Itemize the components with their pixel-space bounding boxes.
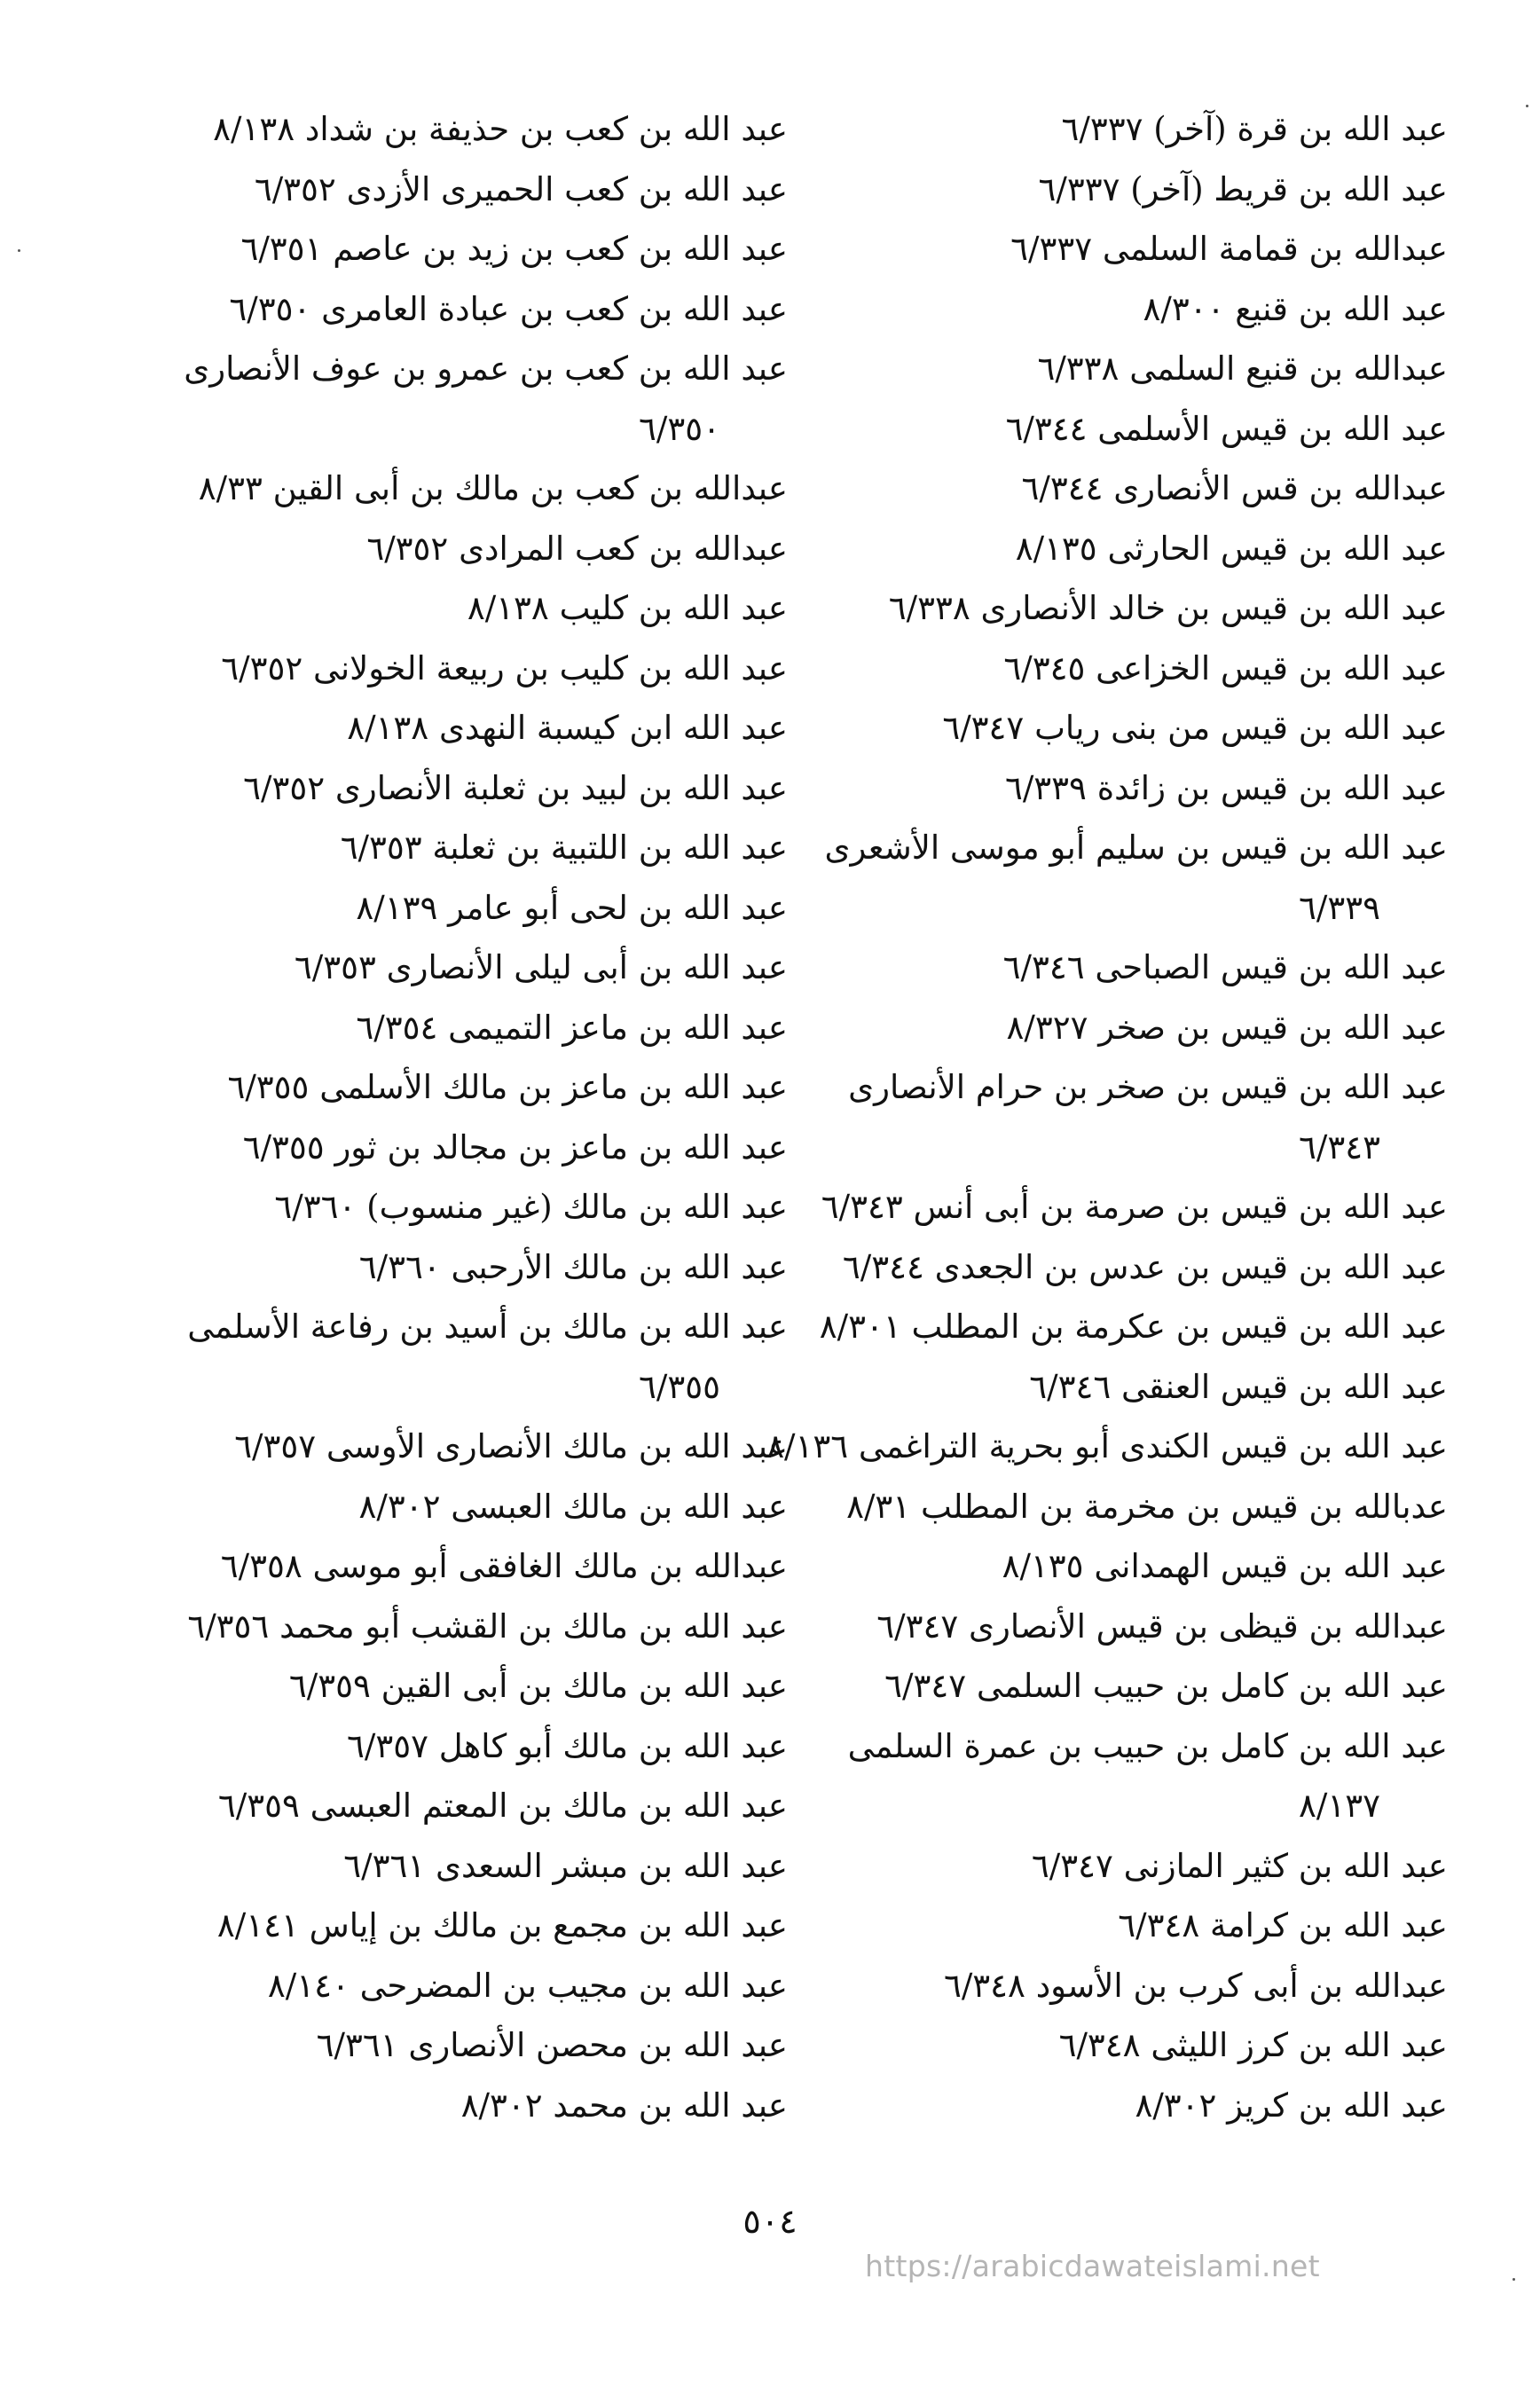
entry-name: عبد الله بن مجيب بن المضرحى (359, 1966, 788, 2005)
entry-reference: ٦/٣٣٨ (888, 589, 970, 627)
entry-name: عبد الله بن قيس الحارثى (1107, 529, 1448, 568)
entry-reference: ٨/١٣٦ (766, 1427, 849, 1465)
index-entry (791, 219, 1448, 279)
entry-reference: ٦/٣٣٨ (1037, 350, 1120, 388)
entry-name: عبدالله بن قنيع السلمى (1129, 350, 1448, 388)
entry-reference: ٨/١٤٠ (267, 1966, 350, 2005)
index-entry (791, 1357, 1448, 1418)
index-entry (791, 698, 1448, 758)
index-entry (791, 279, 1448, 340)
index-entry (791, 2076, 1448, 2136)
entry-name: عبد الله بن كريز (1227, 2086, 1448, 2125)
entry-reference: ٨/١٣٨ (213, 110, 295, 148)
index-entry (110, 459, 788, 519)
entry-reference: ٦/٣٤٤ (1021, 469, 1104, 507)
index-entry (110, 1057, 788, 1118)
index-column-right (766, 99, 1448, 2135)
entry-name: عبد الله بن لحى أبو عامر (448, 888, 788, 927)
entry-name: عبد الله بن كعب بن زيد بن عاصم (333, 230, 788, 268)
entry-name: عبد الله بن قيس بن صخر بن حرام الأنصارى (848, 1068, 1448, 1106)
index-entry (791, 1896, 1448, 1956)
entry-name: عبد الله بن قيس بن سليم أبو موسى الأشعرى (824, 829, 1448, 867)
index-entry (791, 818, 1448, 938)
entry-name: عبد الله بن قريط (آخر) (1130, 169, 1448, 208)
index-entry (110, 279, 788, 340)
entry-reference: ٦/٣٥٧ (234, 1427, 317, 1465)
entry-name: عبدالله بن قيظى بن قيس الأنصارى (969, 1607, 1448, 1646)
entry-name: عبد الله ابن كيسبة النهدى (438, 709, 788, 747)
index-entry (791, 998, 1448, 1058)
index-entry (791, 1956, 1448, 2016)
index-entry (110, 99, 788, 160)
index-entry (791, 1717, 1448, 1836)
entry-name: عبد الله بن قيس بن زائدة (1096, 768, 1448, 807)
entry-reference: ٦/٣٤٧ (1031, 1846, 1113, 1885)
index-entry (110, 1656, 788, 1717)
entry-name: عبد الله بن كامل بن حبيب السلمى (976, 1667, 1448, 1705)
index-entry (110, 1177, 788, 1237)
entry-name: عبد الله بن قيس الخزاعى (1096, 648, 1448, 687)
index-entry (110, 878, 788, 939)
watermark-url: https://arabicdawateislami.net (865, 2249, 1320, 2283)
entry-name: عبدالله بن كعب بن مالك بن أبى القين (272, 469, 788, 507)
entry-name: عبد الله بن كليب (559, 589, 788, 627)
entry-name: عبدالله بن قمامة السلمى (1102, 230, 1448, 268)
index-entry (110, 1536, 788, 1597)
index-entry (791, 339, 1448, 399)
entry-reference: ٨/١٣٨ (467, 589, 549, 627)
entry-reference: ٦/٣٣٧ (1061, 110, 1143, 148)
entry-name: عبد الله بن مالك (غير منسوب) (366, 1188, 788, 1226)
entry-reference: ٦/٣٣٧ (1010, 230, 1093, 268)
index-entry (791, 99, 1448, 160)
entry-name: عبد الله بن مجمع بن مالك بن إياس (309, 1906, 788, 1944)
index-entry (110, 2015, 788, 2076)
entry-reference: ٦/٣٥٥ (227, 1068, 310, 1106)
index-entry (110, 1836, 788, 1897)
index-entry (791, 1656, 1448, 1717)
entry-reference: ٦/٣٥٥ (242, 1127, 325, 1167)
index-entry (791, 2015, 1448, 2076)
index-entry (110, 1896, 788, 1956)
entry-reference: ٦/٣٣٩ (1299, 888, 1380, 927)
index-entry (791, 459, 1448, 519)
entry-reference: ٦/٣٥٩ (217, 1787, 300, 1825)
entry-name: عبد الله بن كعب بن عمرو بن عوف الأنصارى (184, 350, 788, 388)
entry-name: عبد الله بن قيس بن عكرمة بن المطلب (911, 1308, 1448, 1346)
entry-name: عبد الله بن قيس بن صخر (1098, 1008, 1448, 1047)
index-entry (791, 399, 1448, 460)
entry-name: عبد الله بن قيس الكندى أبو بحرية التراغمى (858, 1427, 1448, 1465)
entry-reference: ٦/٣٤٨ (943, 1966, 1025, 2005)
entry-name: عبد الله بن اللتبية بن ثعلبة (432, 829, 788, 867)
entry-reference: ٦/٣٣٩ (1004, 768, 1087, 807)
entry-reference: ٦/٣٥٢ (243, 768, 326, 807)
entry-reference: ٦/٣٤٣ (821, 1188, 903, 1226)
entry-reference: ٨/٣٠١ (819, 1308, 901, 1346)
entry-name: عبدالله بن قس الأنصارى (1113, 469, 1448, 507)
index-column-left (110, 99, 788, 2135)
index-entry (791, 519, 1448, 579)
entry-name: عبدالله بن كعب المرادى (459, 529, 788, 568)
entry-name: عبد الله بن قيس الأسلمى (1097, 409, 1448, 448)
entry-reference: ٦/٣٥٠ (639, 409, 720, 448)
entry-reference: ٦/٣٦١ (316, 2026, 398, 2064)
index-entry (766, 1417, 1448, 1477)
entry-reference: ٦/٣٤٨ (1118, 1906, 1200, 1944)
scan-speck (18, 249, 20, 252)
entry-reference: ٦/٣٦١ (343, 1846, 426, 1885)
entry-name: عبد الله بن قنيع (1235, 289, 1448, 328)
entry-name: عبد الله بن كامل بن حبيب بن عمرة السلمى (847, 1726, 1448, 1765)
index-entry (110, 1118, 788, 1178)
index-entry (110, 1956, 788, 2016)
entry-reference: ٦/٣٥٦ (187, 1607, 270, 1646)
entry-reference: ٦/٣٥٣ (294, 948, 376, 986)
entry-name: عبد الله بن قيس العنقى (1121, 1367, 1448, 1406)
index-entry (110, 2076, 788, 2136)
entry-reference: ٦/٣٤٨ (1058, 2026, 1141, 2064)
entry-reference: ٦/٣٥٥ (639, 1367, 720, 1406)
entry-reference: ٦/٣٥٣ (340, 829, 422, 867)
entry-name: عبد الله بن كعب بن عبادة العامرى (321, 289, 788, 328)
entry-name: عبد الله بن قيس الصباحى (1095, 948, 1448, 986)
index-entry (110, 219, 788, 279)
entry-reference: ٨/١٣٥ (1015, 529, 1097, 568)
index-entry (110, 1417, 788, 1477)
entry-name: عبد الله بن لبيد بن ثعلبة الأنصارى (334, 768, 788, 807)
index-entry (110, 998, 788, 1058)
index-entry (791, 1177, 1448, 1237)
entry-name: عبد الله بن مالك بن القشب أبو محمد (279, 1607, 788, 1646)
entry-name: عبد الله بن كرامة (1209, 1906, 1448, 1944)
index-entry (110, 1237, 788, 1298)
entry-reference: ٦/٣٥٤ (356, 1008, 438, 1047)
index-entry (110, 578, 788, 639)
entry-reference: ٨/١٣٨ (347, 709, 429, 747)
index-entry (791, 1536, 1448, 1597)
index-entry (791, 758, 1448, 819)
entry-reference: ٨/٣٣ (198, 469, 263, 507)
scan-speck (1512, 2278, 1515, 2281)
entry-name: عبد الله بن محمد (553, 2086, 788, 2125)
entry-name: عبد الله بن كثير المازنى (1123, 1846, 1448, 1885)
index-entry (791, 639, 1448, 699)
entry-name: عبدالله بن أبى كرب بن الأسود (1035, 1966, 1448, 2005)
entry-name: عبد الله بن مالك بن أسيد بن رفاعة الأسلمى (187, 1308, 788, 1346)
entry-reference: ٦/٣٦٠ (358, 1247, 441, 1286)
index-entry (110, 818, 788, 878)
entry-name: عبد الله بن محصن الأنصارى (408, 2026, 788, 2064)
entry-reference: ٦/٣٤٦ (1029, 1367, 1112, 1406)
entry-name: عدبالله بن قيس بن مخرمة بن المطلب (920, 1487, 1448, 1526)
entry-name: عبد الله بن مبشر السعدى (435, 1846, 788, 1885)
entry-name: عبد الله بن كعب الحميرى الأزدى (346, 169, 788, 208)
entry-reference: ٦/٣٥٢ (254, 169, 336, 208)
entry-name: عبد الله بن مالك الأنصارى الأوسى (326, 1427, 788, 1465)
index-entry (110, 339, 788, 459)
entry-reference: ٨/٣٠٢ (460, 2086, 543, 2125)
entry-name: عبد الله بن كرز الليثى (1151, 2026, 1448, 2064)
entry-reference: ٦/٣٤٧ (876, 1607, 959, 1646)
index-entry (791, 1297, 1448, 1357)
entry-reference: ٦/٣٥٢ (221, 648, 303, 687)
index-entry (791, 1836, 1448, 1897)
entry-reference: ٦/٣٤٥ (1003, 648, 1086, 687)
entry-reference: ٦/٣٤٧ (942, 709, 1025, 747)
index-entry (110, 698, 788, 758)
entry-reference: ٦/٣٥٢ (366, 529, 449, 568)
entry-name: عبد الله بن قيس بن عدس بن الجعدى (934, 1247, 1448, 1286)
index-entry (110, 1776, 788, 1836)
entry-name: عبد الله بن قرة (آخر) (1153, 110, 1448, 148)
entry-name: عبد الله بن مالك العبسى (451, 1487, 788, 1526)
entry-name: عبد الله بن قيس من بنى رياب (1034, 709, 1448, 747)
index-entry (110, 1597, 788, 1657)
entry-reference: ٦/٣٦٠ (274, 1188, 357, 1226)
entry-reference: ٨/٣٠٠ (1143, 289, 1225, 328)
entry-name: عبد الله بن ماعز التميمى (448, 1008, 788, 1047)
index-entry (791, 1057, 1448, 1177)
index-entry (110, 639, 788, 699)
entry-reference: ٦/٣٤٤ (842, 1247, 924, 1286)
entry-reference: ٨/٣٠٢ (358, 1487, 441, 1526)
index-entry (110, 1297, 788, 1417)
index-entry (791, 1597, 1448, 1657)
entry-reference: ٦/٣٤٣ (1299, 1127, 1380, 1167)
entry-reference: ٨/١٣٥ (1002, 1547, 1084, 1585)
entry-reference: ٦/٣٥٧ (347, 1726, 428, 1765)
entry-reference: ٨/١٣٩ (356, 888, 438, 927)
entry-name: عبد الله بن مالك أبو كاهل (438, 1726, 788, 1765)
index-entry (110, 938, 788, 998)
entry-reference: ٦/٣٥٩ (288, 1667, 371, 1705)
index-entry (110, 519, 788, 579)
index-entry (791, 160, 1448, 220)
entry-name: عبد الله بن ماعز بن مجالد بن ثور (334, 1127, 788, 1167)
entry-name: عبد الله بن كليب بن ربيعة الخولانى (313, 648, 788, 687)
entry-reference: ٦/٣٤٤ (1005, 409, 1088, 448)
scan-speck (1526, 105, 1528, 107)
index-entry (791, 1477, 1448, 1537)
entry-name: عبدالله بن مالك الغافقى أبو موسى (312, 1547, 788, 1585)
entry-reference: ٨/١٤١ (216, 1906, 299, 1944)
entry-reference: ٨/٣٢٧ (1006, 1008, 1088, 1047)
index-entry (110, 758, 788, 819)
entry-name: عبد الله بن قيس بن صرمة بن أبى أنس (913, 1188, 1448, 1226)
index-entry (110, 1477, 788, 1537)
index-entry (110, 160, 788, 220)
entry-reference: ٦/٣٣٧ (1038, 169, 1120, 208)
entry-name: عبد الله بن قيس بن خالد الأنصارى (980, 589, 1448, 627)
entry-reference: ٦/٣٤٧ (884, 1667, 967, 1705)
entry-name: عبد الله بن ماعز بن مالك الأسلمى (319, 1068, 788, 1106)
entry-name: عبد الله بن مالك بن المعتم العبسى (310, 1787, 788, 1825)
page-number: ٥٠٤ (742, 2202, 798, 2241)
entry-reference: ٨/١٣٧ (1299, 1787, 1380, 1825)
entry-reference: ٨/٣٠٢ (1135, 2086, 1217, 2125)
entry-reference: ٦/٣٥٠ (229, 289, 311, 328)
entry-name: عبد الله بن أبى ليلى الأنصارى (386, 948, 788, 986)
entry-name: عبد الله بن كعب بن حذيفة بن شداد (304, 110, 788, 148)
entry-reference: ٨/٣١ (846, 1487, 911, 1526)
index-entry (791, 578, 1448, 639)
entry-reference: ٦/٣٥١ (240, 230, 323, 268)
entry-name: عبد الله بن مالك بن أبى القين (381, 1667, 788, 1705)
index-entry (791, 938, 1448, 998)
entry-name: عبد الله بن قيس الهمدانى (1094, 1547, 1448, 1585)
index-entry (791, 1237, 1448, 1298)
entry-reference: ٦/٣٥٨ (220, 1547, 302, 1585)
entry-reference: ٦/٣٤٦ (1002, 948, 1085, 986)
index-entry (110, 1717, 788, 1777)
entry-name: عبد الله بن مالك الأرحبى (451, 1247, 788, 1286)
